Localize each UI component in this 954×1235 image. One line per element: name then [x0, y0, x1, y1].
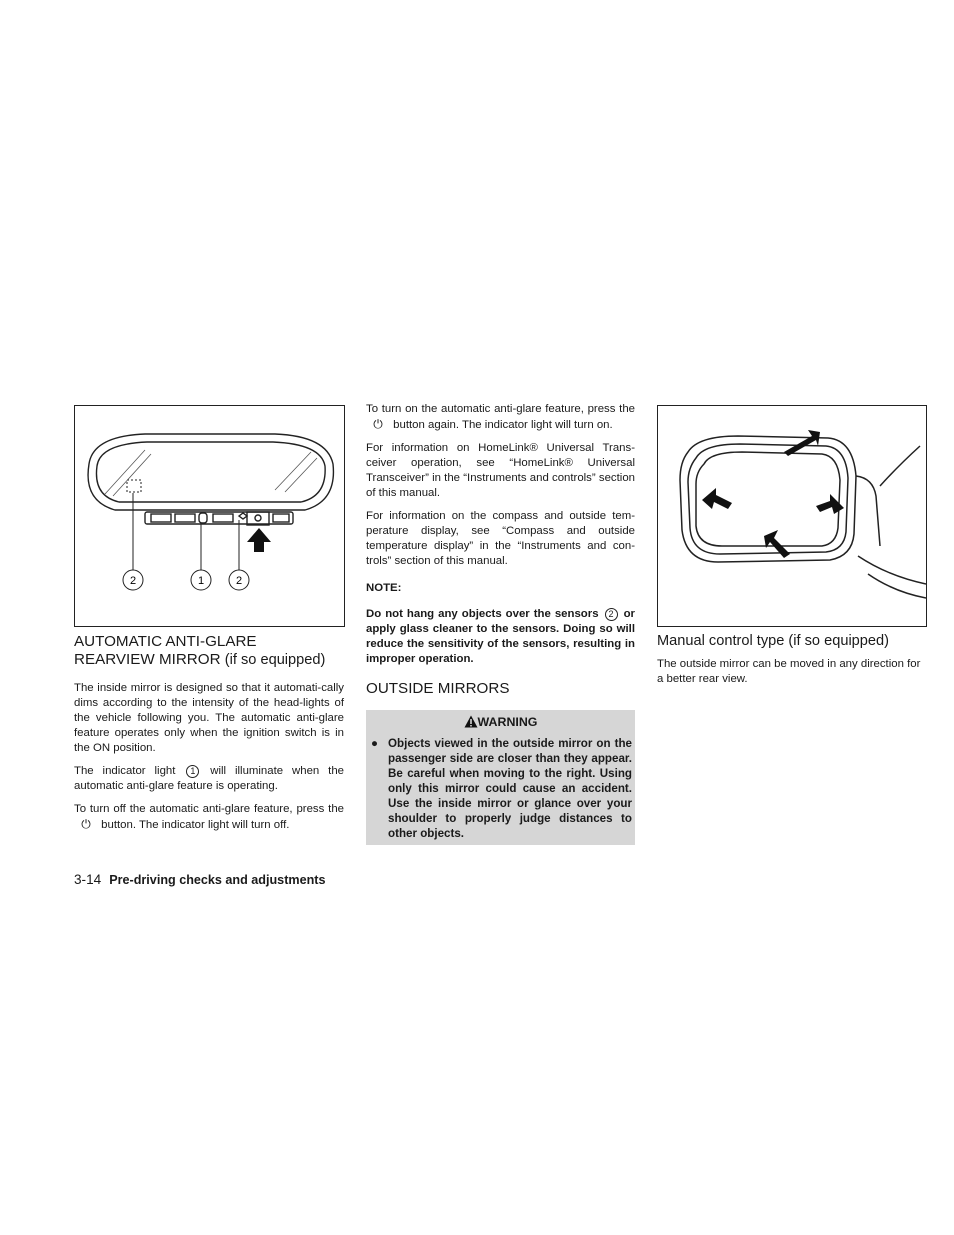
arrow-up-icon	[247, 528, 271, 552]
warning-triangle-icon	[464, 715, 478, 728]
anti-glare-paragraph-1: The inside mirror is designed so that it automati-cally dims according to the intensity of the head-lights of the vehicle following you. The automatic anti-glare feature operates only when the ignition switch is in the ON position.	[74, 682, 344, 754]
note-text: Do not hang any objects over the sensors 2 or apply glass cleaner to the sensors. Doing so will reduce the sensitivity of the sensors, resulting in improper operation.	[366, 608, 635, 665]
power-icon: ⏻	[373, 417, 383, 431]
outside-mirror-illustration	[658, 406, 926, 626]
power-icon: ⏻	[81, 817, 91, 831]
rearview-mirror-figure	[74, 405, 345, 627]
callout-circle-1: 1	[186, 765, 199, 778]
callout-2-left: 2	[129, 575, 137, 587]
warning-item: ● Objects viewed in the outside mirror on the passenger side are closer than they appear. Be careful when moving to the right. Using only this mirror could cause an accident. Use the inside mirror or glance over your shoulder to properly judge distances to other objects.	[371, 737, 632, 840]
compass-paragraph: For information on the compass and outside tem-perature display, see “Compass and outside temperature display” in the “Instruments and con-trols” section of this manual.	[366, 510, 635, 567]
callout-2-right: 2	[235, 575, 243, 587]
warning-box	[366, 710, 635, 845]
outside-mirror-figure	[657, 405, 927, 627]
page-footer	[74, 872, 325, 887]
arrow-up-right-icon	[784, 430, 820, 456]
column-middle	[366, 402, 635, 845]
manual-control-paragraph: The outside mirror can be moved in any direction for a better rear view.	[657, 658, 921, 685]
homelink-paragraph: For information on HomeLink® Universal Trans-ceiver operation, see “HomeLink® Universal Transceiver” in the “Instruments and controls” section of this manual.	[366, 442, 635, 499]
arrow-left-icon	[702, 488, 732, 509]
note-label: NOTE:	[366, 582, 402, 594]
page-number: 3-14	[74, 872, 102, 887]
column-right	[657, 405, 927, 695]
manual-control-heading: Manual control type (if so equipped)	[657, 633, 890, 649]
anti-glare-paragraph-3: To turn off the automatic anti-glare feature, press the ⏻ button. The indicator light will turn off.	[74, 803, 344, 831]
bullet-icon: ●	[371, 737, 379, 750]
section-title: Pre-driving checks and adjustments	[109, 873, 326, 887]
callout-circle-2: 2	[605, 608, 618, 621]
turn-on-paragraph: To turn on the automatic anti-glare feature, press the ⏻ button again. The indicator light will turn on.	[366, 403, 635, 431]
anti-glare-heading: AUTOMATIC ANTI-GLARE REARVIEW MIRROR (if so equipped)	[74, 633, 326, 668]
outside-mirrors-heading: OUTSIDE MIRRORS	[366, 680, 510, 697]
warning-header: WARNING	[369, 714, 632, 731]
callout-1: 1	[197, 575, 205, 587]
rearview-mirror-illustration	[75, 406, 344, 626]
anti-glare-paragraph-2: The indicator light 1 will illuminate when the automatic anti-glare feature is operating.	[74, 765, 344, 792]
column-left	[74, 400, 344, 841]
